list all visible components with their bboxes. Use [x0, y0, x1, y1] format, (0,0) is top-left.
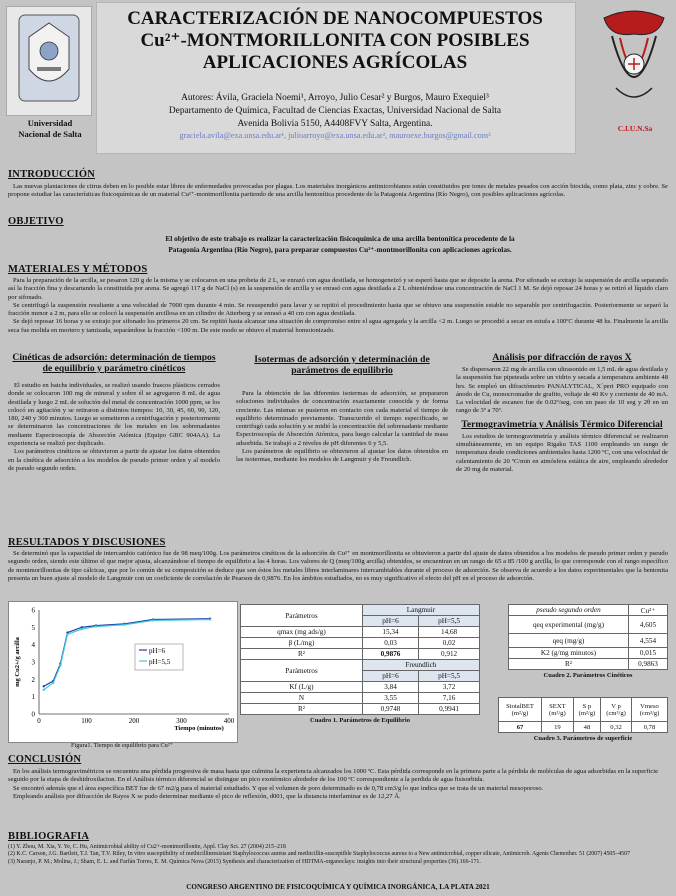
table-cell: 0,9941 [419, 704, 480, 715]
data-point [66, 633, 68, 635]
table-cell: 48 [573, 722, 600, 733]
table-row [509, 616, 668, 634]
legend-label: pH=6 [149, 647, 166, 655]
table3-caption: Cuadro 3. Parámetros de superficie [533, 735, 633, 742]
tga-paragraph: Los estudios de termogravimetría y análisis térmico diferencial se realizaron simultáneamente, en un equipo Rigaku TAS 1100 empleando un rango de temperatura desde condiciones ambientales hasta 1200 ºC, con una velocidad de calentamiento de 20 ºC/min en atmósfera estática de aire, empleando alrededor de 20 mg de material. [456, 432, 668, 473]
table-cell: 15,34 [362, 627, 418, 638]
page-footer: CONGRESO ARGENTINO DE FISICOQUÍMICA Y QUÍMICA INORGÁNICA, LA PLATA 2021 [186, 883, 490, 891]
resultados-heading: RESULTADOS Y DISCUSIONES [8, 537, 166, 548]
table-cell: 19 [542, 722, 574, 733]
x-tick-label: 0 [37, 717, 41, 725]
bibliografia-heading: BIBLIOGRAFIA [8, 831, 90, 842]
intro-text: Las nuevas plantaciones de citrus deben en lo posible estar libres de enfermedades provocadas por plagas. Los materiales inorgánicos antimicrobianos están constituidos por iones de metales pesados con acción biocida, como plata, zinc y cobre. Se propone estudiar las características fisicoquímicas de un material Cu²⁺-montmorillonita partiendo de una arcilla bentonítica procedente de la Patagonia Argentina (Río Negro), con posibles aplicaciones agrícolas. [8, 183, 668, 199]
data-point [123, 624, 125, 626]
y-tick-label: 1 [31, 693, 35, 702]
x-tick-label: 100 [81, 717, 92, 725]
authors-line: Autores: Ávila, Graciela Noemi¹, Arroyo, Julio Cesar² y Burgos, Mauro Exequiel³ [181, 93, 489, 103]
reference-item: (3) Naranjo, P. M.; Molina, J.; Sham, E. L. and Farfán Torres, E. M. Química Nova (2015) Synthesis and characterization of HDTMA-organoclays: insights into their structural properties (36).166-171. [8, 858, 481, 865]
table-cell: 0,015 [628, 648, 667, 659]
table-cell: 0,03 [362, 638, 418, 649]
table-cell: 0,9748 [362, 704, 418, 715]
table-cell: N [241, 693, 363, 704]
objetivo-text [60, 233, 620, 255]
conclusion-heading: CONCLUSIÓN [8, 754, 82, 765]
university-crest-icon [7, 7, 91, 115]
y-tick-label: 4 [31, 641, 35, 650]
kinetics-paragraph1: El estudio en batchs individuales, se realizó usando frascos plásticos cerrados donde se colocaron 100 mg de mineral y sobre él se agregaron 8 mL de agua destilada y luego 2 mL de solución del metal de concentración 1000 ppm, se los colocó en agitación y se retiraron a distintos tiempos: 10, 30, 45, 60, 90, 120, 180, 240 y 360 minutos. Luego se sometieron a centrifugación y posteriormente se determinaron las concentraciones de los metales en los sobrenadantes mediante Espectroscopía de Absorción Atómica (Equipo GBC 904AA). La experiencia se realizó por duplicado. [8, 382, 220, 448]
conclusion-paragraph3: Empleando análisis por difracción de Rayos X se pudo determinar mediante el pico de reflexión, d001, que la distancia interlaminar es de 12,27 Å. [13, 792, 401, 800]
data-point [209, 618, 211, 620]
conclusion-text [8, 768, 668, 801]
table-cell: R² [509, 659, 629, 670]
x-tick-label: 200 [128, 717, 140, 725]
table2-caption: Cuadro 2. Parámetros Cinéticos [543, 672, 633, 679]
data-point [95, 625, 97, 627]
isotherms-title: Isotermas de adsorción y determinación de parámetros de equilibrio [254, 354, 430, 376]
table-cell: 0,9863 [628, 659, 667, 670]
table1-param-header: Parámetros [241, 605, 363, 627]
table-row [241, 638, 480, 649]
title-line1: CARACTERIZACIÓN DE NANOCOMPUESTOS [127, 8, 543, 29]
table-cell: 7,16 [419, 693, 480, 704]
data-point [52, 682, 54, 684]
table-row [241, 704, 480, 715]
series-line-0 [44, 619, 210, 687]
table-cell: 0,32 [601, 722, 632, 733]
references-list [8, 844, 668, 866]
title-line3: APLICACIONES AGRÍCOLAS [202, 52, 468, 73]
table-cell: β (L/mg) [241, 638, 363, 649]
table-cell: 3,72 [419, 682, 480, 693]
table-cell: 0,78 [632, 722, 668, 733]
table-cell: qmax (mg ads/g) [241, 627, 363, 638]
table-row [241, 627, 480, 638]
intro-heading: INTRODUCCIÓN [8, 169, 95, 180]
table-row [509, 634, 668, 648]
kinetics-column [8, 352, 220, 473]
freundlich-ph6-header: pH=6 [362, 671, 418, 682]
isotherms-column [236, 354, 448, 465]
table-row [499, 722, 668, 733]
chart-caption: Figura1. Tiempo de equilibrio para Cu²⁺ [70, 742, 174, 749]
author-emails[interactable]: graciela.avila@exa.unsa.edu.ar¹, julioarroyo@exa.unsa.edu.ar², mauroexe.burgos@gmail.com³ [179, 131, 491, 140]
data-point [43, 689, 45, 691]
table-cell: 3,84 [362, 682, 418, 693]
table2-header1: pseudo segundo orden [509, 605, 629, 616]
title-line2: Cu²⁺-MONTMORILLONITA CON POSIBLES [140, 30, 530, 51]
resultados-text: Se determinó que la capacidad de intercambio catiónico fue de 98 meq/100g. Los parámetros cinéticos de la adsorción de Cu²⁺ en montmorillonita se obtuvieron a partir del ajuste de datos obtenidos a los modelos de pseudo primer orden y pseudo segundo orden, siendo este último el que mejor ajusta, alcanzándose el tiempo de equilibrio a las 4 horas. Los valores de Q (meq/100g arcilla) obtenidos, se encuentran en un rango de 65 a 85 /100 g arcilla, lo que corresponde con el rango específico de montmorillonitas de tipo cálcicas, que por lo común de su composición se deduce que son éstos los metales libres interlaminares intercambiables durante el proceso de adsorción. Se observa de acuerdo a los datos experimentales que la bentonita presenta un buen ajuste al modelo de Langmuir con un coeficiente de correlación de Pearson de 0,9876. En los ámbitos estudiados, no es muy significativo el efecto del pH en el proceso de adsorción. [8, 550, 668, 582]
y-tick-label: 0 [31, 710, 35, 719]
metodos-paragraph1: Para la preparación de la arcilla, se pesaron 120 g de la misma y se colocaron en una probeta de 2 L, se enrazó con agua destilada, se homogeneizó y se esperó hasta que se deposite la arena. Por sifonado se extrajo la suspensión de arcilla separando así la fracción fina y descartando la constituida por arena. Se agregó 117 g de NaCl (s) en la suspensión de arcilla y se enrasó con agua destilada a 2 L obteniéndose una concentración de NaCl 1 M. Se dejó reposar 24 horas y se retiró el líquido claro por sifonado. [8, 277, 668, 301]
data-point [152, 619, 154, 621]
table3-header: StotalBET (m²/g) [499, 698, 542, 722]
x-tick-label: 400 [223, 717, 235, 725]
metodos-heading: MATERIALES Y MÉTODOS [8, 264, 148, 275]
table-cell: 4,605 [628, 616, 667, 634]
university-name-line2: Nacional de Salta [18, 129, 82, 139]
equilibrium-chart [8, 601, 238, 743]
data-point [43, 685, 45, 687]
freundlich-ph55-header: pH=5,5 [419, 671, 480, 682]
table-row [241, 693, 480, 704]
objetivo-line2: Patagonia Argentina (Río Negro), para preparar compuestos Cu²⁺-montmorillonita con aplicaciones agrícolas. [168, 245, 512, 254]
y-tick-label: 6 [31, 606, 35, 615]
legend-label: pH=5,5 [149, 658, 171, 666]
table1-caption: Cuadro 1. Parámetros de Equilibrio [310, 717, 410, 724]
metodos-paragraph3: Se dejó reposar 16 horas y se extrajo por sifonado los primeros 20 cm. Se repitió hasta alcanzar una situación de compromiso entre el agua agregada y la arcilla <2 m. Luego se procedió a secar en estufa a 100ºC durante 48 hs. Finalmente la arcilla seca fue molida en mortero y tamizada, separándose la fracción <100 m. De este modo se obtuvo el material homoionizado. [8, 318, 668, 334]
table-row [241, 649, 480, 660]
x-tick-label: 300 [176, 717, 187, 725]
surface-table [498, 697, 668, 742]
kinetics-paragraph2: Los parámetros cinéticos se obtuvieron a partir de ajustar los datos obtenidos en la cinética de adsorción a los modelos de pseudo primer orden y al modelo de pseudo segundo orden. [8, 448, 220, 472]
table3-header: Vmeso (cm³/g) [632, 698, 668, 722]
table-cell: 67 [499, 722, 542, 733]
table-cell: qeq (mg/g) [509, 634, 629, 648]
xrd-column [456, 352, 668, 474]
ciunsa-logo [598, 8, 670, 118]
data-point [59, 664, 61, 666]
reference-item: (1) Y. Zhou, M. Xia, Y. Ye, C. Hu, Antimicrobial ability of Cu2+-montmorillonite, Appl. Clay Sci. 27 (2004) 215–218 [8, 844, 286, 850]
xrd-paragraph: Se dispersaron 22 mg de arcilla con ultrasonido en 1,5 mL de agua destilada y la suspensión fue pipeteada sobre un vidrio y secada a temperatura ambiente 48 hrs. Se empleó un difractómetro PANALYTICAL, X´pert PRO equipado con ánodo de Cu, monocromador de grafito, voltaje de 40 Kv y corriente de 40 mA. La velocidad de escaneo fue de 0.02º/seg, con un paso de 10 seg y 2θ en un rango de 3º a 70º. [456, 366, 668, 415]
university-name-line1: Universidad [27, 118, 73, 128]
tga-title: Termogravimetría y Análisis Térmico Diferencial [461, 418, 663, 430]
kinetics-title: Cinéticas de adsorción: determinación de tiempos de equilibrio y parámetro cinéticos [12, 352, 216, 374]
table2-header2: Cu²⁺ [628, 605, 667, 616]
university-name [4, 118, 96, 140]
table3-header: S p (m²/g) [573, 698, 600, 722]
objetivo-line1: El objetivo de este trabajo es realizar la caracterización fisicoquímica de una arcilla bentonítica procedente de la [165, 234, 515, 243]
objetivo-heading: OBJETIVO [8, 216, 64, 227]
conclusion-paragraph1: En los análisis termogravimétricos se encuentra una pérdida progresiva de masa hasta que culmina la experiencia alcanzados los 1000 ºC. Esta pérdida corresponde en la primera parte a la pérdida de moléculas de agua adsorbidas en la superficie seguido por la etapa de deshidroxilacion. En el Análisis térmico diferencial se distingue un pico exotérmico alrededor de los 100 ºC correspondiente a la perdida de agua fisisorbida. [8, 768, 659, 784]
freundlich-header: Freundlich [362, 660, 479, 671]
table-cell: qeq experimental (mg/g) [509, 616, 629, 634]
data-point [81, 628, 83, 630]
table-cell: 14,68 [419, 627, 480, 638]
x-axis-label: Tiempo (minutos) [174, 725, 224, 732]
table-cell: 3,55 [362, 693, 418, 704]
page-title [96, 8, 574, 74]
langmuir-header: Langmuir [362, 605, 479, 616]
table-cell: R² [241, 649, 363, 660]
xrd-title: Análisis por difracción de rayos X [492, 352, 632, 363]
university-logo [6, 6, 92, 116]
table-cell: 0,9876 [362, 649, 418, 660]
table-cell: 4,554 [628, 634, 667, 648]
metodos-paragraph2: Se centrifugó la suspensión resultante a una velocidad de 7000 rpm durante 4 min. Se resuspendió para lavar y se repitió el procedimiento hasta que se obtuvo una suspensión estable no separable por centrifugación. Posteriormente se separó la fracción menor a 2 m, para ello se colocó la suspensión arcillosa en un cilindro de Atterberg y se enrasó a 40 cm con agua destilada. [8, 301, 668, 318]
table3-header: SEXT (m²/g) [542, 698, 574, 722]
affiliation-line2: Avenida Bolivia 5150, A4408FVY Salta, Argentina. [237, 119, 433, 129]
metodos-text [8, 277, 668, 335]
table3-header: V p (cm³/g) [601, 698, 632, 722]
table-row [509, 659, 668, 670]
reference-item: (2) K.C. Carson, J.G. Bartlett, T.J. Tan, T.V. Riley, In vitro susceptibility of methicillinresistant Staphylococcus aureus and methicillin-susceptible Staphylococcus aureus to a New antimicrobial, copper silicate, Antimicrob. Agents Chemother. 51 (2007) 4505–4507 [8, 851, 631, 858]
langmuir-ph6-header: pH=6 [362, 616, 418, 627]
series-line-1 [44, 620, 210, 690]
table-cell: 0,912 [419, 649, 480, 660]
isotherms-paragraph1: Para la obtención de las diferentes isotermas de adsorción, se prepararon soluciones individuales de concentración exactamente conocida y de forma creciente. Las mismas se pusieron en contacto con cada material el tiempo de equilibrio determinado previamente. Transcurrido el tiempo especificado, se centrifugó cada solución y se midió la concentración del sobrenadante mediante Espectroscopía de Absorción Atómica, para luego calcular la cantidad de masa adsorbida. Se trabajó a 2 niveles de pH diferentes 6 y 5,5. [236, 390, 448, 447]
table-row [241, 682, 480, 693]
ciunsa-label: C.I.U.N.Sa [617, 124, 653, 133]
affiliation-line1: Departamento de Química, Facultad de Ciencias Exactas, Universidad Nacional de Salta [168, 106, 502, 116]
conclusion-paragraph2: Se encontró además que el área específica BET fue de 67 m2/g para el material estudiado. Y que el volumen de poro determinado es de 0,78 cm3/g lo que indica que se trata de un material mesoporoso. [13, 784, 544, 792]
table-cell: 0,02 [419, 638, 480, 649]
table-cell: R² [241, 704, 363, 715]
equilibrium-table [240, 604, 480, 724]
equilibrium-chart-svg [9, 602, 237, 742]
y-axis-label: mg Cu2+/g arcilla [14, 637, 21, 687]
table-cell: K2 (g/mg minutos) [509, 648, 629, 659]
table-row [509, 648, 668, 659]
y-tick-label: 5 [31, 623, 35, 632]
kinetic-table [508, 604, 668, 679]
y-tick-label: 3 [31, 658, 35, 667]
y-tick-label: 2 [31, 675, 35, 684]
isotherms-paragraph2: Los parámetros de equilibrio se obtuvieron al ajustar los datos obtenidos en las isotermas, mediante los modelos de Langmuir y de Freundlich. [236, 448, 448, 464]
langmuir-ph55-header: pH=5,5 [419, 616, 480, 627]
table-cell: Kf (L/g) [241, 682, 363, 693]
table1-param-header-2: Parámetros [241, 660, 363, 682]
authors-block [96, 92, 574, 131]
ciunsa-emblem-icon [598, 8, 670, 118]
